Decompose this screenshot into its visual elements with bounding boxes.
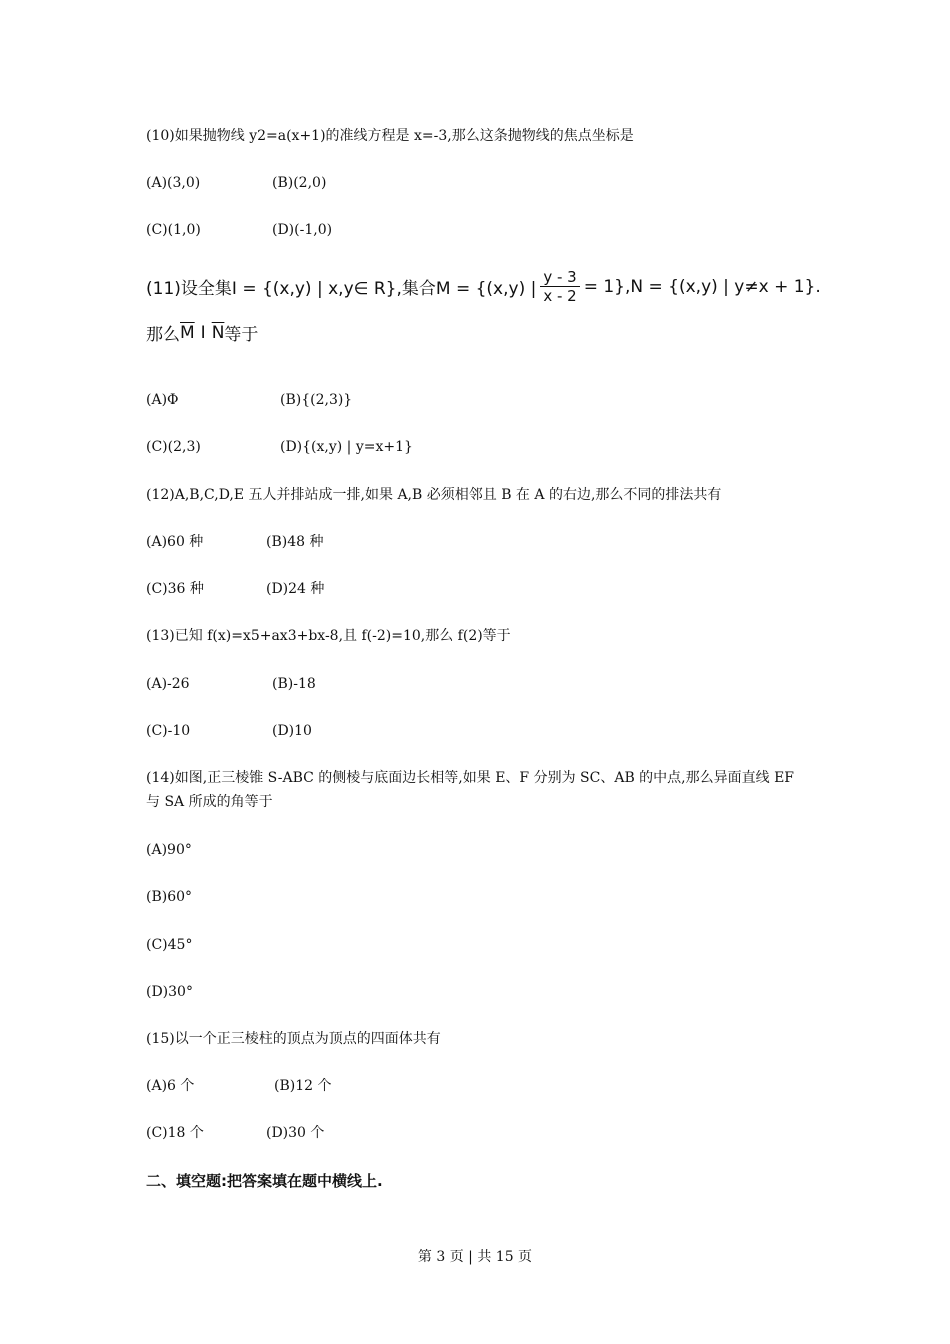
q10-option-c: (C)(1,0)	[146, 222, 201, 238]
q14-option-c: (C)45°	[146, 937, 193, 953]
q15-stem: (15)以一个正三棱柱的顶点为顶点的四面体共有	[146, 1031, 441, 1047]
q11-option-b: (B){(2,3)}	[280, 392, 353, 408]
q11-stem-line2	[146, 320, 258, 345]
q10-option-b: (B)(2,0)	[272, 175, 327, 191]
q13-option-d: (D)10	[272, 723, 312, 739]
q11-option-d: (D){(x,y) | y=x+1}	[280, 439, 413, 455]
q11-stem-line1	[146, 268, 821, 305]
page-footer: 第 3 页 | 共 15 页	[417, 1249, 533, 1265]
q13-option-a: (A)-26	[146, 676, 190, 692]
q11-option-a: (A)Φ	[146, 392, 179, 408]
q11-fraction	[540, 268, 579, 305]
q11-fraction-denominator: x - 2	[543, 287, 577, 305]
q14-stem: (14)如图,正三棱锥 S-ABC 的侧棱与底面边长相等,如果 E、F 分别为 SC、AB 的中点,那么异面直线 EF 与 SA 所成的角等于	[146, 770, 795, 810]
q11-complement-m: $\overline{M}$	[180, 322, 195, 343]
q15-option-a: (A)6 个	[146, 1078, 195, 1094]
q12-option-d: (D)24 种	[266, 581, 325, 597]
q13-option-c: (C)-10	[146, 723, 191, 739]
q11-intersect-symbol: I	[200, 322, 206, 343]
q11-option-c: (C)(2,3)	[146, 439, 201, 455]
q14-option-a: (A)90°	[146, 842, 192, 858]
section-title: 二、填空题:把答案填在题中横线上.	[146, 1172, 383, 1190]
q15-option-c: (C)18 个	[146, 1125, 204, 1141]
q12-option-a: (A)60 种	[146, 534, 204, 550]
q15-option-d: (D)30 个	[266, 1125, 325, 1141]
q12-option-b: (B)48 种	[266, 534, 324, 550]
q15-option-b: (B)12 个	[274, 1078, 332, 1094]
q14-option-d: (D)30°	[146, 984, 193, 1000]
q11-complement-n: $\overline{N}$	[211, 322, 225, 343]
q13-option-b: (B)-18	[272, 676, 316, 692]
q12-option-c: (C)36 种	[146, 581, 204, 597]
q12-stem: (12)A,B,C,D,E 五人并排站成一排,如果 A,B 必须相邻且 B 在 A 的右边,那么不同的排法共有	[146, 487, 722, 503]
q13-stem: (13)已知 f(x)=x5+ax3+bx-8,且 f(-2)=10,那么 f(2)等于	[146, 628, 511, 644]
q11-part1: (11)设全集I = {(x,y) | x,y∈ R},集合M = {(x,y) |	[146, 279, 537, 299]
q10-option-a: (A)(3,0)	[146, 175, 201, 191]
q14-option-b: (B)60°	[146, 889, 193, 905]
q11-line2-b: 等于	[224, 325, 259, 345]
q10-option-d: (D)(-1,0)	[272, 222, 333, 238]
q11-fraction-numerator: y - 3	[540, 268, 579, 287]
q11-line2-a: 那么	[146, 325, 180, 345]
q11-part2: = 1},N = {(x,y) | y≠x + 1}.	[583, 276, 821, 297]
q10-stem: (10)如果抛物线 y2=a(x+1)的准线方程是 x=-3,那么这条抛物线的焦点坐标是	[146, 128, 634, 144]
